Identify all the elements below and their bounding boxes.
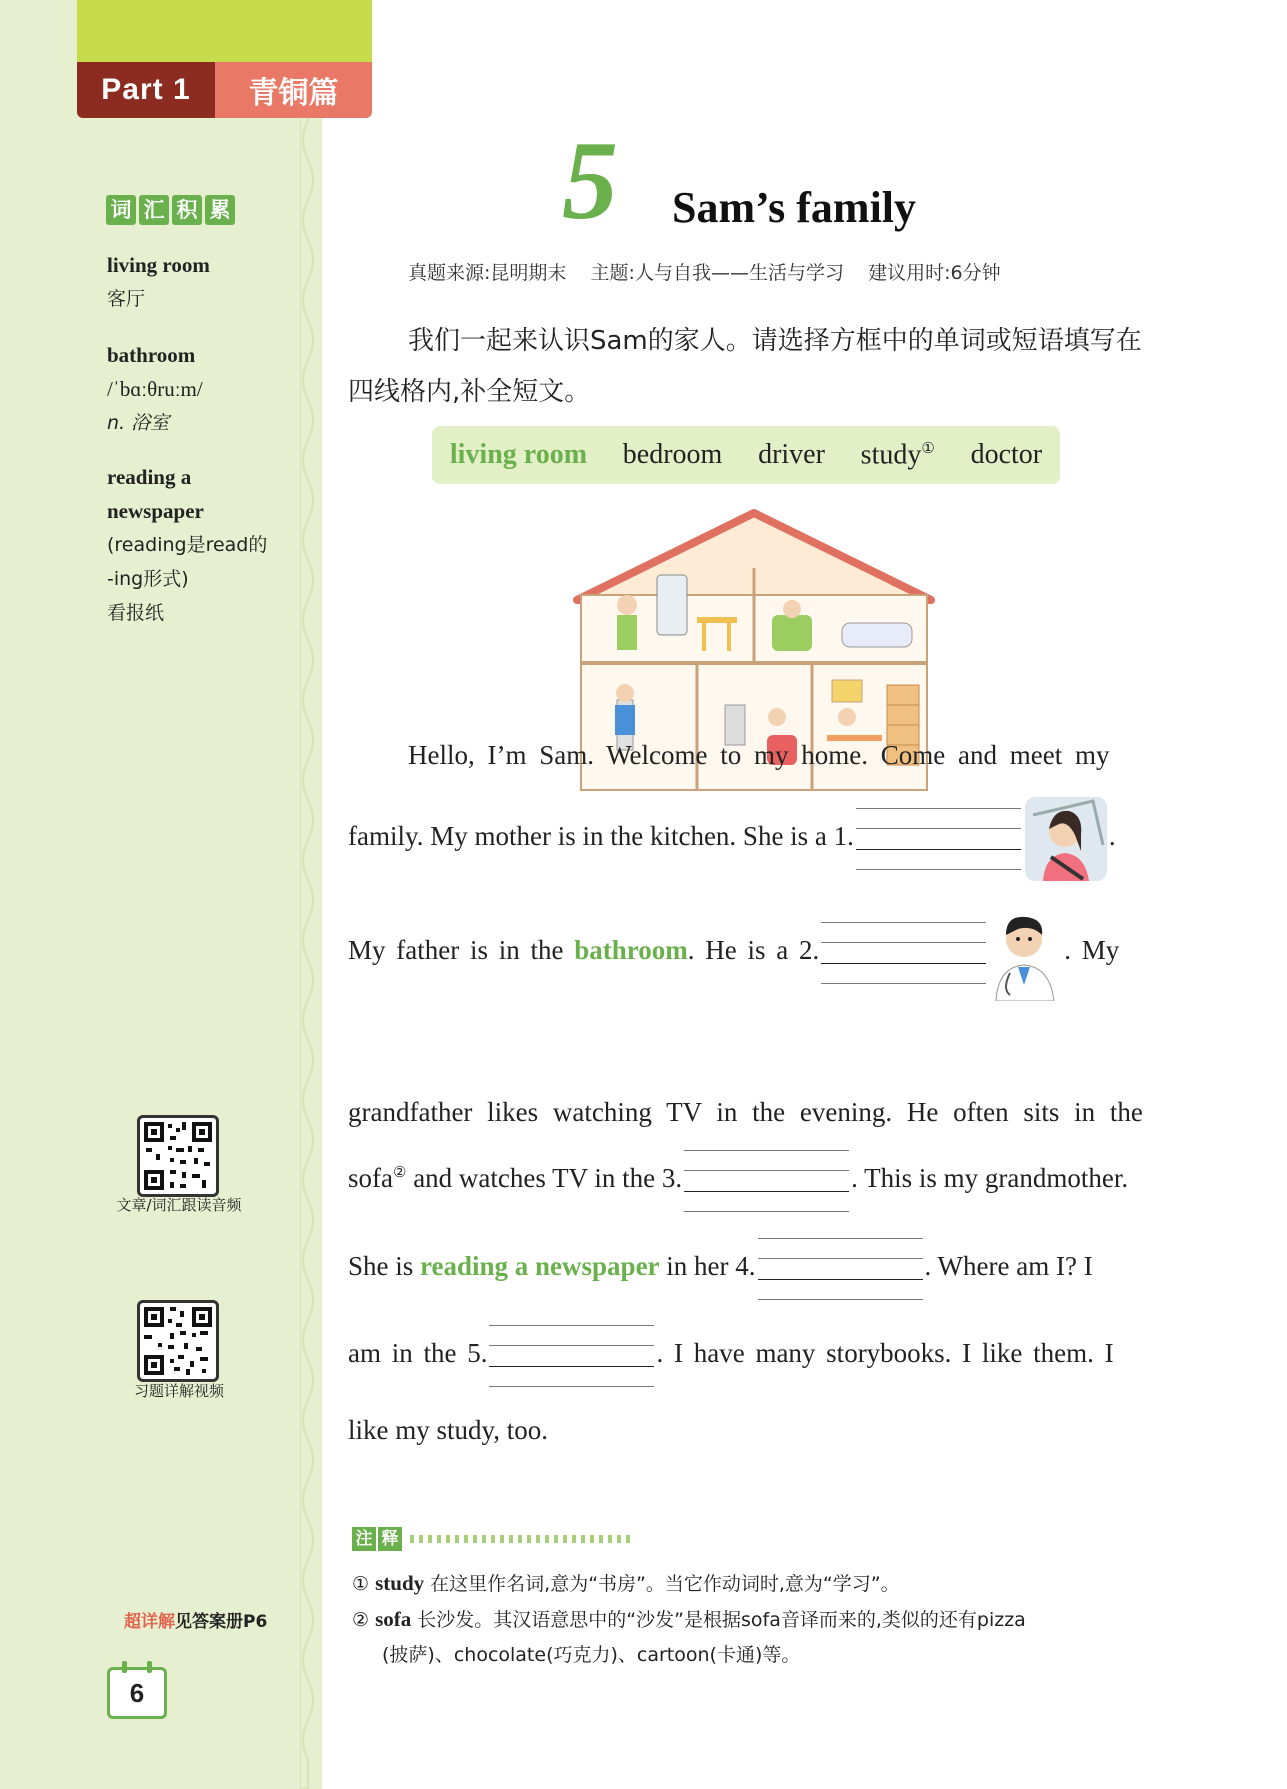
qr-audio-caption: 文章/词汇跟读音频	[116, 1196, 242, 1214]
word-option: living room	[449, 439, 588, 470]
passage-line-6: She is reading a newspaper in her 4. . Where am I? I	[348, 1238, 1158, 1300]
answer-blank-5[interactable]	[489, 1325, 654, 1387]
qr-code-video[interactable]	[137, 1300, 219, 1382]
vocab-heading: 词 汇 积 累	[106, 195, 235, 225]
answer-blank-1[interactable]	[856, 808, 1021, 870]
passage-line-7: am in the 5. . I have many storybooks. I like them. I	[348, 1325, 1158, 1387]
lesson-number: 5	[562, 119, 618, 243]
answer-blank-2[interactable]	[821, 922, 986, 984]
doctor-picture	[988, 905, 1064, 1001]
part-tab	[77, 62, 372, 118]
answer-note: 超详解见答案册P6	[124, 1612, 268, 1632]
passage-line-5: sofa② and watches TV in the 3. . This is my grandmother.	[348, 1150, 1158, 1212]
word-option: bedroom	[622, 439, 723, 470]
passage-line-1: Hello, I’m Sam. Welcome to my home. Come and meet my	[408, 740, 1110, 770]
qr-video-caption: 习题详解视频	[133, 1382, 224, 1400]
part-color-strip	[77, 0, 372, 62]
note-1: ① study 在这里作名词,意为“书房”。当它作动词时,意为“学习”。	[352, 1571, 900, 1595]
passage-line-4: grandfather likes watching TV in the evening. He often sits in the	[348, 1097, 1143, 1127]
note-2-continued: (披萨)、chocolate(巧克力)、cartoon(卡通)等。	[382, 1644, 801, 1666]
passage-line-8: like my study, too.	[348, 1415, 548, 1445]
passage-line-2: family. My mother is in the kitchen. She is a 1. .	[348, 795, 1158, 883]
word-option: study①	[860, 439, 935, 471]
vocab-item-reading-a-newspaper: reading a newspaper (reading是read的 -ing形式) 看报纸	[107, 465, 268, 624]
part-label: Part 1	[77, 62, 215, 118]
notes-heading: 注 释	[352, 1527, 635, 1551]
word-box	[432, 426, 1060, 484]
part-title: 青铜篇	[215, 62, 372, 118]
vocab-item-bathroom: bathroom /ˈbɑːθruːm/ n. 浴室	[107, 343, 203, 434]
answer-blank-4[interactable]	[758, 1238, 923, 1300]
answer-blank-3[interactable]	[684, 1150, 849, 1212]
instruction: 我们一起来认识Sam的家人。请选择方框中的单词或短语填写在四线格内,补全短文。	[348, 326, 1142, 407]
page-number: 6	[107, 1667, 167, 1719]
word-option: doctor	[970, 439, 1043, 470]
driver-picture	[1023, 795, 1109, 883]
word-option: driver	[758, 439, 825, 470]
qr-code-audio[interactable]	[137, 1115, 219, 1197]
passage-line-3: My father is in the bathroom. He is a 2. . My	[348, 905, 1158, 1001]
vocab-item-living-room: living room 客厅	[107, 253, 210, 310]
lesson-meta: 真题来源:昆明期末 主题:人与自我——生活与学习 建议用时:6分钟	[408, 262, 1001, 284]
note-2: ② sofa 长沙发。其汉语意思中的“沙发”是根据sofa音译而来的,类似的还有pizza	[352, 1607, 1026, 1631]
lesson-title: Sam’s family	[672, 183, 917, 232]
